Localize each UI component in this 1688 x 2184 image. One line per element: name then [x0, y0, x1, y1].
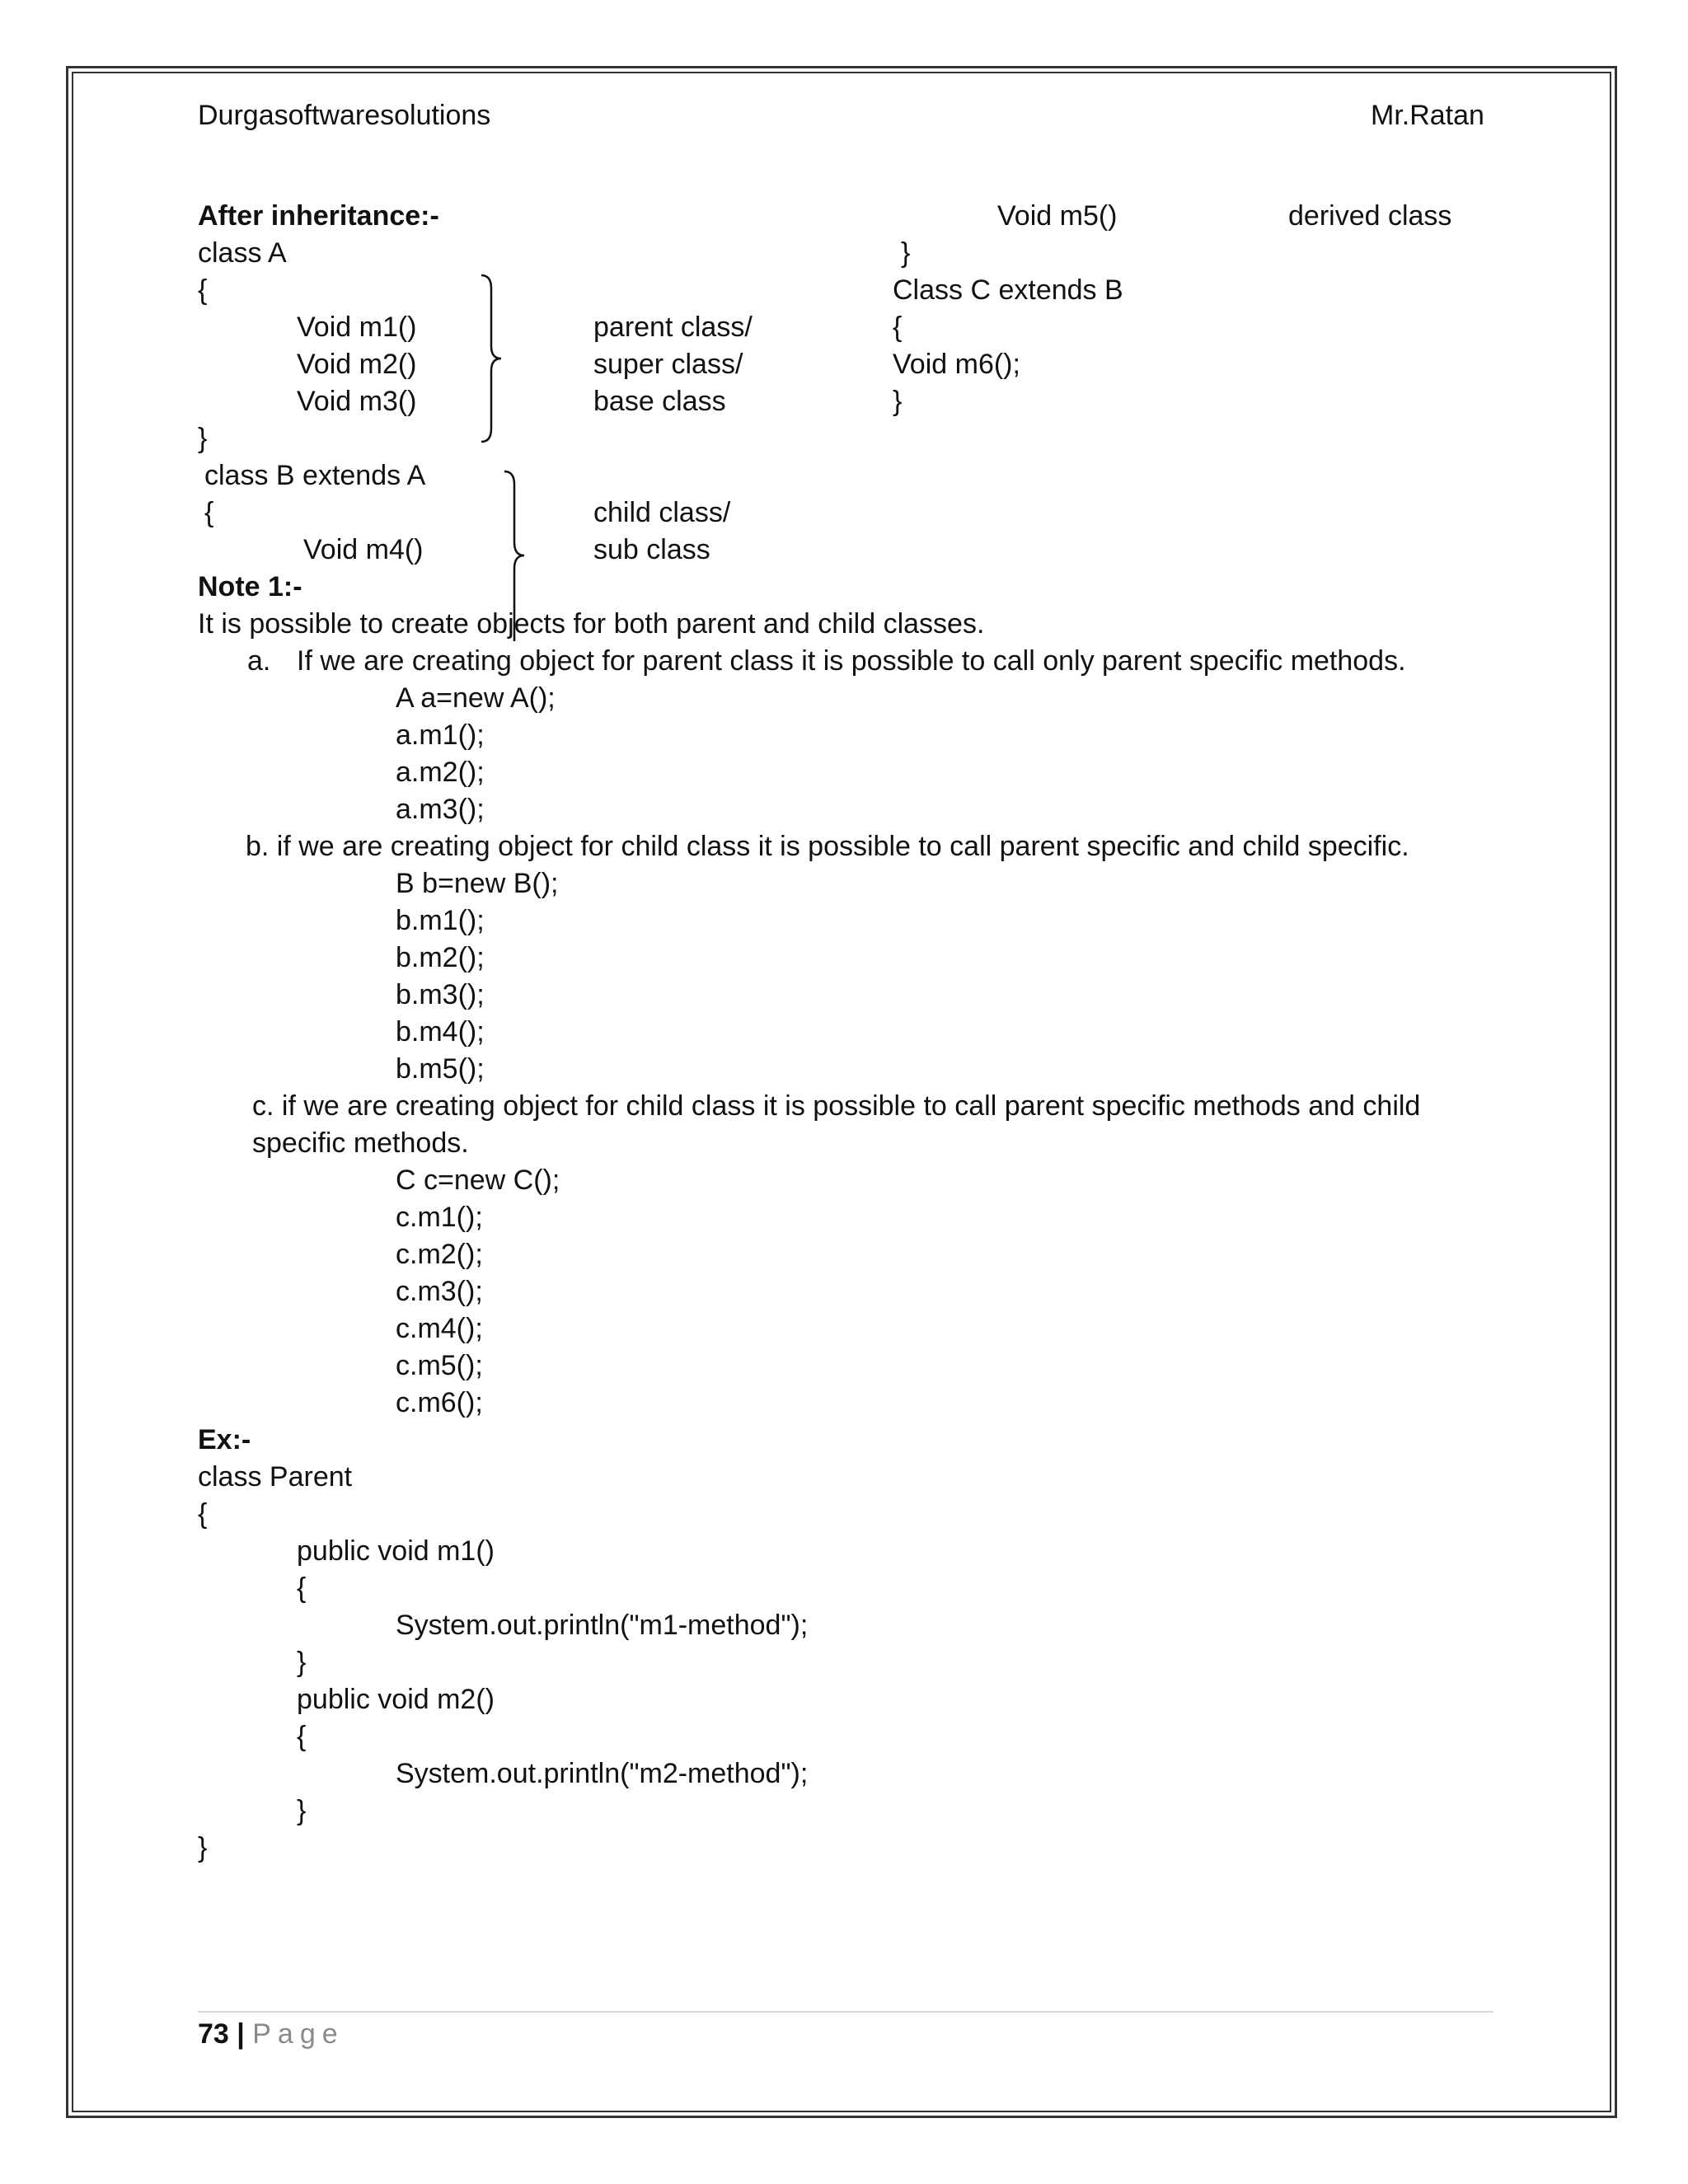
note-a-text: If we are creating object for parent class it is possible to call only parent specific methods. — [297, 645, 1406, 677]
code-line: } — [893, 386, 903, 417]
code-line: Void m2() — [297, 349, 417, 380]
code-line: Void m6(); — [893, 349, 1020, 380]
example-heading: Ex:- — [198, 1424, 251, 1455]
note-heading: Note 1:- — [198, 571, 302, 602]
code-line: } — [198, 423, 208, 454]
header-right: Mr.Ratan — [1371, 100, 1484, 131]
code-line: { — [204, 497, 214, 528]
code-line: Class C extends B — [893, 274, 1123, 306]
code-line: class B extends A — [204, 460, 426, 491]
parent-label: super class/ — [593, 349, 743, 380]
note-intro: It is possible to create objects for both parent and child classes. — [198, 608, 985, 640]
code-line: class Parent — [198, 1461, 353, 1493]
code-line: System.out.println("m2-method"); — [396, 1758, 809, 1789]
child-label: sub class — [593, 534, 710, 565]
footer-separator: | — [237, 2018, 245, 2050]
code-line: b.m1(); — [396, 905, 485, 936]
page-footer — [198, 2018, 345, 2050]
code-line: { — [297, 1572, 307, 1604]
header-left: Durgasoftwaresolutions — [198, 100, 491, 131]
code-line: { — [297, 1721, 307, 1752]
code-line: b.m3(); — [396, 979, 485, 1010]
note-c-text: specific methods. — [252, 1127, 469, 1159]
note-b-text: b. if we are creating object for child class it is possible to call parent specific and child specific. — [246, 831, 1409, 862]
code-line: { — [198, 274, 208, 306]
code-line: } — [198, 1832, 208, 1863]
code-line: class A — [198, 237, 287, 269]
note-c-text: c. if we are creating object for child class it is possible to call parent specific methods and child — [252, 1090, 1421, 1122]
code-line: c.m1(); — [396, 1202, 483, 1233]
code-line: c.m3(); — [396, 1276, 483, 1307]
code-line: public void m2() — [297, 1684, 495, 1715]
parent-label: base class — [593, 386, 726, 417]
page-label: Page — [252, 2018, 345, 2050]
code-line: } — [297, 1795, 307, 1826]
code-line: public void m1() — [297, 1535, 495, 1567]
code-line: c.m6(); — [396, 1387, 483, 1418]
code-line: { — [893, 312, 903, 343]
parent-label: parent class/ — [593, 312, 753, 343]
code-line: Void m1() — [297, 312, 417, 343]
code-line: Void m3() — [297, 386, 417, 417]
code-line: a.m3(); — [396, 794, 485, 825]
derived-label: derived class — [1288, 200, 1452, 232]
section-heading: After inheritance:- — [198, 200, 439, 232]
code-line: { — [198, 1498, 208, 1530]
code-line: b.m2(); — [396, 942, 485, 973]
code-line: b.m4(); — [396, 1016, 485, 1047]
parent-brace-icon — [478, 272, 508, 445]
code-line: b.m5(); — [396, 1053, 485, 1085]
code-line: } — [901, 237, 911, 269]
footer-divider — [198, 2011, 1493, 2013]
code-line: a.m2(); — [396, 757, 485, 788]
code-line: A a=new A(); — [396, 682, 556, 714]
code-line: C c=new C(); — [396, 1165, 560, 1196]
code-line: a.m1(); — [396, 719, 485, 751]
code-line: Void m5() — [997, 200, 1118, 232]
code-line: B b=new B(); — [396, 868, 559, 899]
code-line: c.m5(); — [396, 1350, 483, 1381]
code-line: System.out.println("m1-method"); — [396, 1610, 809, 1641]
code-line: Void m4() — [303, 534, 424, 565]
list-marker: a. — [247, 645, 271, 677]
page-number: 73 — [198, 2018, 229, 2050]
code-line: c.m2(); — [396, 1239, 483, 1270]
code-line: c.m4(); — [396, 1313, 483, 1344]
child-label: child class/ — [593, 497, 731, 528]
code-line: } — [297, 1647, 307, 1678]
